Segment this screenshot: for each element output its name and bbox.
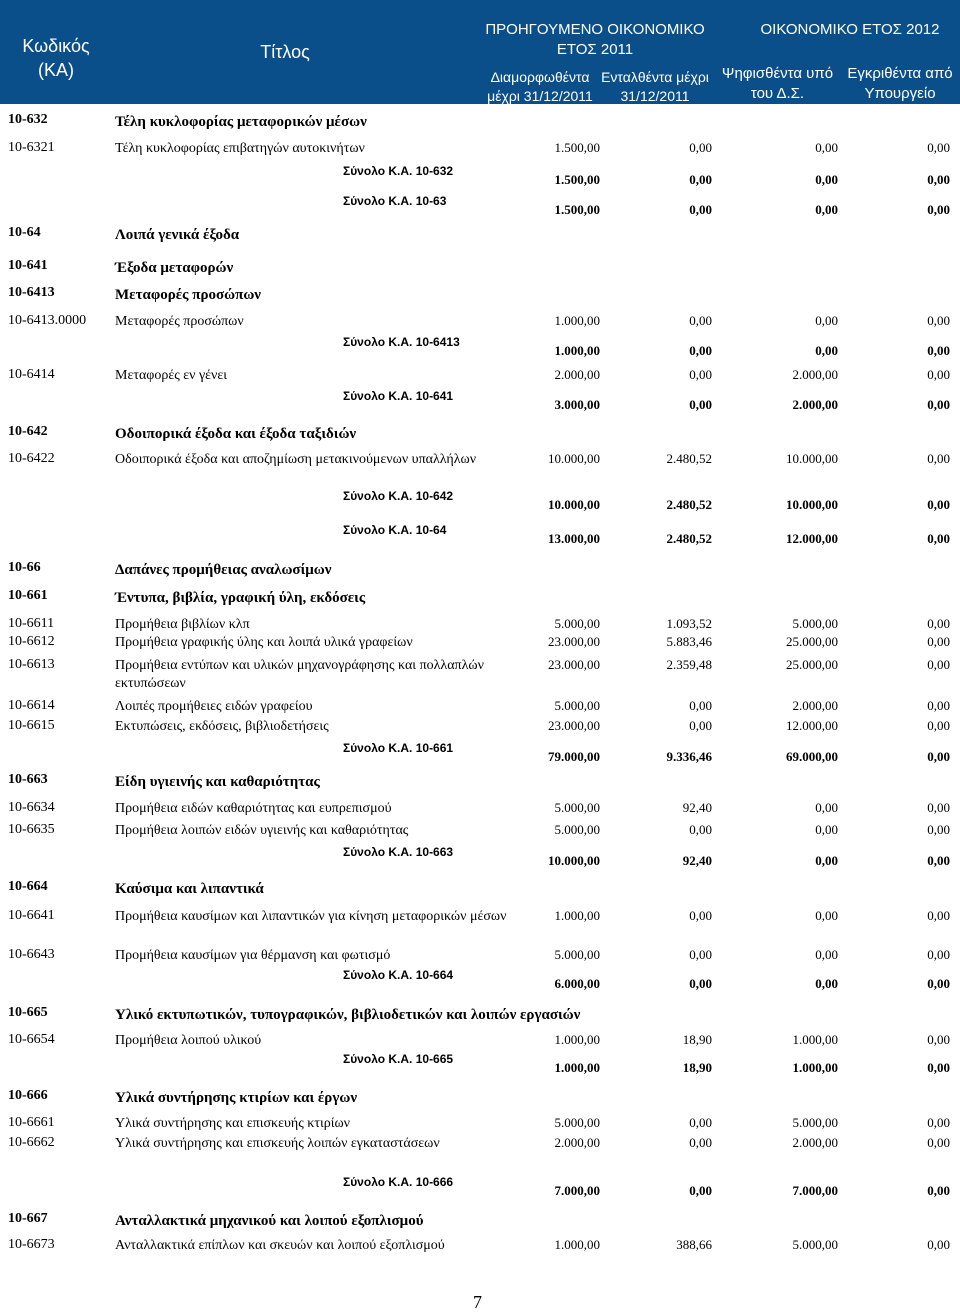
item-code: 10-6643	[8, 947, 55, 962]
item-title: Τέλη κυκλοφορίας επιβατηγών αυτοκινήτων	[115, 141, 365, 156]
item-value: 1.000,00	[554, 1237, 600, 1252]
subtotal-value: 0,00	[689, 1183, 712, 1198]
item-title: Μεταφορές εν γένει	[115, 368, 228, 383]
item-value: 5.000,00	[554, 616, 600, 631]
item-value: 5.883,46	[666, 634, 712, 649]
voted-column-header	[715, 64, 840, 104]
subtotal-label: Σύνολο Κ.Α. 10-661	[343, 741, 454, 755]
item-value: 5.000,00	[554, 822, 600, 837]
group-title: Οδοιπορικά έξοδα και έξοδα ταξιδιών	[115, 426, 357, 442]
item-title: Υλικά συντήρησης και επισκευής κτιρίων	[115, 1116, 351, 1131]
item-code: 10-6654	[8, 1032, 55, 1047]
subtotal-value: 7.000,00	[554, 1183, 600, 1198]
budgeted-column-header	[485, 68, 595, 106]
group-title: Μεταφορές προσώπων	[115, 287, 261, 303]
item-title: Προμήθεια γραφικής ύλης και λοιπά υλικά γραφείων	[115, 635, 413, 650]
item-code: 10-6661	[8, 1115, 55, 1130]
item-title: Προμήθεια ειδών καθαριότητας και ευπρεπισμού	[115, 801, 392, 816]
subtotal-value: 0,00	[927, 531, 950, 546]
item-title: Προμήθεια λοιπών ειδών υγιεινής και καθαριότητας	[115, 823, 409, 838]
subtotal-value: 2.480,52	[666, 497, 712, 512]
subtotal-label: Σύνολο Κ.Α. 10-63	[343, 194, 447, 208]
item-value: 0,00	[927, 1032, 950, 1047]
item-value: 23.000,00	[548, 657, 600, 672]
item-value: 0,00	[927, 800, 950, 815]
item-value: 23.000,00	[548, 718, 600, 733]
group-title: Λοιπά γενικά έξοδα	[115, 227, 240, 243]
approved-line1: Εγκριθέντα από	[847, 65, 953, 82]
subtotal-value: 1.500,00	[554, 202, 600, 217]
group-title: Είδη υγιεινής και καθαριότητας	[115, 774, 320, 790]
group-code: 10-632	[8, 112, 48, 127]
ordered-line1: Ενταλθέντα μέχρι	[601, 69, 709, 85]
item-value: 5.000,00	[792, 1115, 838, 1130]
approved-column-header	[840, 64, 960, 104]
subtotal-value: 0,00	[927, 749, 950, 764]
item-value: 2.359,48	[666, 657, 712, 672]
item-value: 0,00	[815, 822, 838, 837]
subtotal-value: 3.000,00	[554, 397, 600, 412]
group-code: 10-642	[8, 424, 48, 439]
item-value: 0,00	[927, 947, 950, 962]
item-value: 1.500,00	[554, 140, 600, 155]
item-value: 0,00	[689, 908, 712, 923]
item-value: 5.000,00	[554, 800, 600, 815]
item-value: 0,00	[815, 313, 838, 328]
group-code: 10-641	[8, 258, 48, 273]
item-value: 1.000,00	[554, 1032, 600, 1047]
item-value: 1.093,52	[666, 616, 712, 631]
item-value: 2.480,52	[666, 451, 712, 466]
item-value: 10.000,00	[548, 451, 600, 466]
item-value: 2.000,00	[792, 367, 838, 382]
subtotal-value: 0,00	[927, 976, 950, 991]
group-title: Τέλη κυκλοφορίας μεταφορικών μέσων	[115, 114, 367, 130]
item-value: 0,00	[689, 140, 712, 155]
item-value: 0,00	[689, 1115, 712, 1130]
subtotal-value: 10.000,00	[548, 497, 600, 512]
group-title: Δαπάνες προμήθειας αναλωσίμων	[115, 562, 332, 578]
item-value: 2.000,00	[554, 1135, 600, 1150]
subtotal-value: 7.000,00	[792, 1183, 838, 1198]
item-title: Εκτυπώσεις, εκδόσεις, βιβλιοδετήσεις	[115, 719, 329, 734]
item-title: Προμήθεια καυσίμων και λιπαντικών για κίνηση μεταφορικών μέσων	[115, 909, 507, 924]
item-title: Προμήθεια λοιπού υλικού	[115, 1033, 262, 1048]
code-header-line2: (ΚΑ)	[38, 60, 74, 80]
item-title: Προμήθεια βιβλίων κλπ	[115, 617, 250, 632]
item-code: 10-6614	[8, 698, 55, 713]
group-code: 10-666	[8, 1088, 48, 1103]
item-code: 10-6615	[8, 718, 55, 733]
item-value: 1.000,00	[554, 313, 600, 328]
item-value: 0,00	[815, 800, 838, 815]
subtotal-value: 2.480,52	[666, 531, 712, 546]
item-code: 10-6613	[8, 657, 55, 672]
item-value: 2.000,00	[554, 367, 600, 382]
item-title: Προμήθεια εντύπων και υλικών μηχανογράφησης και πολλαπλών εκτυπώσεων	[115, 658, 484, 691]
voted-line2: του Δ.Σ.	[750, 85, 805, 102]
subtotal-value: 0,00	[927, 202, 950, 217]
subtotal-label: Σύνολο Κ.Α. 10-6413	[343, 335, 460, 349]
subtotal-value: 2.000,00	[792, 397, 838, 412]
item-value: 2.000,00	[792, 1135, 838, 1150]
item-value: 25.000,00	[786, 634, 838, 649]
item-value: 0,00	[927, 367, 950, 382]
item-value: 23.000,00	[548, 634, 600, 649]
subtotal-value: 18,90	[682, 1060, 712, 1075]
subtotal-value: 1.000,00	[792, 1060, 838, 1075]
approved-line2: Υπουργείο	[864, 85, 936, 102]
subtotal-label: Σύνολο Κ.Α. 10-642	[343, 489, 454, 503]
item-value: 1.000,00	[554, 908, 600, 923]
group-code: 10-665	[8, 1005, 48, 1020]
item-value: 0,00	[815, 140, 838, 155]
item-value: 10.000,00	[786, 451, 838, 466]
subtotal-value: 0,00	[927, 853, 950, 868]
code-column-header	[0, 34, 112, 82]
subtotal-label: Σύνολο Κ.Α. 10-64	[343, 523, 447, 537]
subtotal-value: 0,00	[815, 343, 838, 358]
subtotal-value: 0,00	[927, 172, 950, 187]
item-value: 0,00	[927, 451, 950, 466]
subtotal-value: 12.000,00	[786, 531, 838, 546]
item-code: 10-6321	[8, 140, 55, 155]
subtotal-label: Σύνολο Κ.Α. 10-664	[343, 968, 454, 982]
item-value: 388,66	[676, 1237, 712, 1252]
subtotal-value: 0,00	[815, 202, 838, 217]
item-value: 0,00	[927, 1237, 950, 1252]
group-code: 10-667	[8, 1211, 48, 1226]
item-code: 10-6673	[8, 1237, 55, 1252]
page-number: 7	[473, 1292, 482, 1312]
item-value: 0,00	[689, 313, 712, 328]
previous-year-line1: ΠΡΟΗΓΟΥΜΕΝΟ ΟΙΚΟΝΟΜΙΚΟ	[485, 21, 705, 38]
item-title: Υλικά συντήρησης και επισκευής λοιπών εγκαταστάσεων	[115, 1136, 440, 1151]
subtotal-label: Σύνολο Κ.Α. 10-641	[343, 389, 454, 403]
subtotal-value: 0,00	[927, 1060, 950, 1075]
item-value: 0,00	[927, 718, 950, 733]
subtotal-value: 69.000,00	[786, 749, 838, 764]
item-value: 0,00	[927, 313, 950, 328]
subtotal-value: 0,00	[927, 397, 950, 412]
item-title: Προμήθεια καυσίμων για θέρμανση και φωτισμό	[115, 948, 391, 963]
subtotal-label: Σύνολο Κ.Α. 10-665	[343, 1052, 454, 1066]
item-code: 10-6634	[8, 800, 55, 815]
item-code: 10-6413.0000	[8, 313, 87, 328]
item-value: 5.000,00	[792, 1237, 838, 1252]
item-value: 0,00	[927, 698, 950, 713]
subtotal-value: 0,00	[815, 172, 838, 187]
item-code: 10-6635	[8, 822, 55, 837]
subtotal-value: 10.000,00	[548, 853, 600, 868]
subtotal-value: 0,00	[689, 202, 712, 217]
item-code: 10-6611	[8, 616, 55, 631]
subtotal-value: 13.000,00	[548, 531, 600, 546]
item-value: 2.000,00	[792, 698, 838, 713]
item-value: 0,00	[927, 822, 950, 837]
table-header	[0, 0, 960, 104]
subtotal-value: 0,00	[927, 497, 950, 512]
subtotal-value: 6.000,00	[554, 976, 600, 991]
item-code: 10-6414	[8, 367, 55, 382]
subtotal-label: Σύνολο Κ.Α. 10-663	[343, 845, 454, 859]
group-title: Έξοδα μεταφορών	[115, 260, 234, 276]
item-value: 0,00	[927, 908, 950, 923]
item-value: 0,00	[927, 1115, 950, 1130]
item-value: 18,90	[682, 1032, 712, 1047]
item-value: 0,00	[689, 822, 712, 837]
group-code: 10-64	[8, 225, 41, 240]
item-value: 0,00	[815, 947, 838, 962]
group-title: Υλικά συντήρησης κτιρίων και έργων	[115, 1090, 358, 1106]
item-value: 0,00	[689, 947, 712, 962]
subtotal-value: 1.000,00	[554, 1060, 600, 1075]
item-value: 12.000,00	[786, 718, 838, 733]
subtotal-value: 92,40	[682, 853, 712, 868]
item-value: 0,00	[689, 698, 712, 713]
item-value: 1.000,00	[792, 1032, 838, 1047]
subtotal-value: 0,00	[815, 853, 838, 868]
subtotal-value: 0,00	[815, 976, 838, 991]
group-code: 10-663	[8, 772, 48, 787]
voted-line1: Ψηφισθέντα υπό	[721, 65, 834, 82]
budgeted-line2: μέχρι 31/12/2011	[487, 88, 593, 104]
item-value: 0,00	[927, 140, 950, 155]
item-title: Ανταλλακτικά επίπλων και σκευών και λοιπού εξοπλισμού	[115, 1238, 445, 1253]
subtotal-value: 1.000,00	[554, 343, 600, 358]
subtotal-label: Σύνολο Κ.Α. 10-632	[343, 164, 454, 178]
item-value: 5.000,00	[554, 698, 600, 713]
item-value: 92,40	[682, 800, 712, 815]
item-value: 0,00	[927, 634, 950, 649]
subtotal-value: 0,00	[689, 172, 712, 187]
item-value: 5.000,00	[554, 1115, 600, 1130]
item-code: 10-6422	[8, 451, 55, 466]
item-value: 0,00	[689, 1135, 712, 1150]
item-value: 0,00	[815, 908, 838, 923]
item-value: 25.000,00	[786, 657, 838, 672]
item-title: Μεταφορές προσώπων	[115, 314, 244, 329]
subtotal-value: 9.336,46	[666, 749, 712, 764]
current-year-header: ΟΙΚΟΝΟΜΙΚΟ ΕΤΟΣ 2012	[760, 21, 940, 38]
subtotal-value: 0,00	[689, 397, 712, 412]
item-code: 10-6662	[8, 1135, 55, 1150]
budgeted-line1: Διαμορφωθέντα	[490, 69, 590, 85]
subtotal-value: 0,00	[927, 1183, 950, 1198]
group-title: Καύσιμα και λιπαντικά	[115, 881, 264, 897]
subtotal-label: Σύνολο Κ.Α. 10-666	[343, 1175, 454, 1189]
item-title: Οδοιπορικά έξοδα και αποζημίωση μετακινούμενων υπαλλήλων	[115, 452, 477, 467]
group-code: 10-6413	[8, 285, 55, 300]
subtotal-value: 10.000,00	[786, 497, 838, 512]
subtotal-value: 0,00	[689, 976, 712, 991]
subtotal-value: 0,00	[927, 343, 950, 358]
subtotal-value: 79.000,00	[548, 749, 600, 764]
group-title: Έντυπα, βιβλία, γραφική ύλη, εκδόσεις	[115, 590, 366, 606]
subtotal-value: 1.500,00	[554, 172, 600, 187]
item-value: 0,00	[927, 616, 950, 631]
title-column-header: Τίτλος	[260, 42, 310, 62]
ordered-column-header	[600, 68, 710, 106]
ordered-line2: 31/12/2011	[620, 88, 690, 104]
previous-year-header	[482, 20, 708, 60]
group-code: 10-66	[8, 560, 41, 575]
item-value: 0,00	[927, 1135, 950, 1150]
item-value: 0,00	[927, 657, 950, 672]
item-code: 10-6612	[8, 634, 55, 649]
item-code: 10-6641	[8, 908, 55, 923]
item-value: 5.000,00	[792, 616, 838, 631]
item-value: 0,00	[689, 367, 712, 382]
group-code: 10-664	[8, 879, 48, 894]
group-code: 10-661	[8, 588, 48, 603]
item-value: 0,00	[689, 718, 712, 733]
item-value: 5.000,00	[554, 947, 600, 962]
group-title: Υλικό εκτυπωτικών, τυπογραφικών, βιβλιοδετικών και λοιπών εργασιών	[115, 1007, 581, 1023]
group-title: Ανταλλακτικά μηχανικού και λοιπού εξοπλισμού	[115, 1213, 424, 1229]
code-header-line1: Κωδικός	[22, 36, 90, 56]
item-title: Λοιπές προμήθειες ειδών γραφείου	[115, 699, 313, 714]
previous-year-line2: ΕΤΟΣ 2011	[556, 41, 634, 58]
subtotal-value: 0,00	[689, 343, 712, 358]
